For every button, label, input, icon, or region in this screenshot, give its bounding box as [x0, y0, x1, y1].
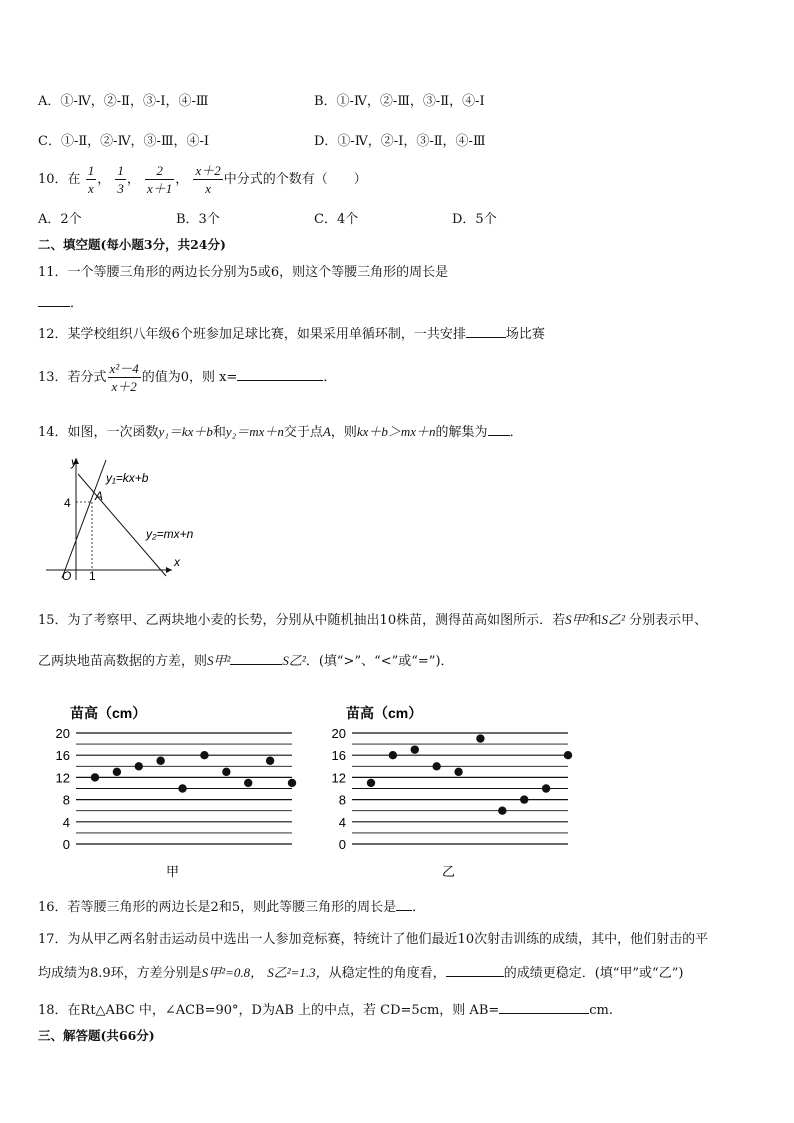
chart-yi-ytick-4: 4 — [338, 814, 346, 830]
q9-option-c: C．①-Ⅱ，②-Ⅳ，③-Ⅲ，④-Ⅰ — [38, 134, 210, 149]
q11-blank[interactable] — [38, 294, 70, 307]
chart-jia-point-1 — [91, 773, 99, 781]
line-y1 — [62, 460, 106, 578]
q13-stem: 13．若分式 $\frac{\text{x²－4}}{x+2}$ 的值为0，则 x= ． — [38, 361, 337, 394]
chart-yi-point-10 — [564, 751, 572, 759]
chart-jia-point-8 — [244, 779, 252, 787]
x-axis-arrow-icon — [166, 567, 172, 573]
origin-label: O — [62, 569, 72, 582]
chart-jia-point-7 — [222, 768, 230, 776]
tick-1-label: 1 — [89, 569, 96, 582]
section-3-heading: 三、解答题(共66分) — [38, 1028, 155, 1043]
chart-yi-point-7 — [498, 807, 506, 815]
chart-yi-ytick-16: 16 — [331, 748, 346, 764]
chart-yi-point-1 — [367, 779, 375, 787]
point-a-label: A — [95, 489, 104, 503]
chart-jia-ytick-20: 20 — [55, 726, 70, 741]
q9-option-a: A．①-Ⅳ，②-Ⅱ，③-Ⅰ，④-Ⅲ — [38, 94, 209, 109]
chart-jia — [40, 696, 302, 882]
q17-stem-line2: 均成绩为8.9环，方差分别是S甲²=0.8， S乙²=1.3，从稳定性的角度看， 的成绩更稳定．(填“甲”或“乙”) — [38, 965, 684, 981]
tick-4-label: 4 — [64, 496, 71, 510]
q16-stem: 16．若等腰三角形的两边长是2和5，则此等腰三角形的周长是 ． — [38, 900, 426, 915]
q16-blank[interactable] — [396, 898, 412, 911]
chart-jia-title: 苗高（cm） — [70, 705, 147, 721]
chart-yi-point-3 — [411, 745, 419, 753]
q9-option-b: B．①-Ⅳ，②-Ⅲ，③-Ⅱ，④-Ⅰ — [314, 94, 485, 109]
q11-answer-line: ． — [38, 292, 83, 311]
chart-yi — [316, 696, 578, 882]
chart-jia-ytick-4: 4 — [62, 814, 70, 830]
q12-stem: 12．某学校组织八年级6个班参加足球比赛，如果采用单循环制，一共安排 场比赛 — [38, 327, 545, 342]
line-y2 — [78, 474, 166, 576]
q10-option-a: A．2个 — [38, 212, 82, 227]
q18-stem: 18．在Rt△ABC 中，∠ACB=90°，D为AB 上的中点，若 CD=5cm，则 AB= cm. — [38, 1003, 614, 1018]
chart-jia-xlabel: 甲 — [166, 864, 180, 879]
q10-option-c: C．4个 — [314, 212, 359, 227]
chart-yi-title: 苗高（cm） — [346, 705, 423, 721]
chart-jia-point-10 — [288, 779, 296, 787]
x-axis-label: x — [174, 555, 180, 569]
chart-yi-ytick-12: 12 — [331, 770, 346, 786]
q14-blank[interactable] — [488, 423, 510, 436]
q17-stem-line1: 17．为从甲乙两名射击运动员中选出一人参加竞标赛，特统计了他们最近10次射击训练的成绩，其中，他们射击的平 — [38, 932, 709, 947]
chart-yi-point-2 — [389, 751, 397, 759]
line-y2-label: y₂=mx+n — [146, 527, 194, 541]
q10-stem: 10．在 $\frac{1}{x}$ ， $\frac{1}{3}$ ， $\frac{2}{x+1}$ ， $\frac{x+2}{x}$ 中分式的个数有（ ） — [38, 163, 367, 196]
q14-function-graph — [40, 452, 200, 582]
q17-blank[interactable] — [446, 964, 504, 977]
chart-jia-point-4 — [156, 757, 164, 765]
q14-stem: 14．如图，一次函数y₁＝kx＋b和y₂＝mx＋n交于点A，则kx＋b＞mx＋n的解集为 ． — [38, 424, 523, 440]
chart-yi-point-4 — [432, 762, 440, 770]
q10-option-b: B．3个 — [176, 212, 220, 227]
chart-yi-xlabel: 乙 — [442, 864, 456, 879]
q18-blank[interactable] — [499, 1001, 589, 1014]
chart-jia-ytick-8: 8 — [62, 792, 70, 808]
chart-yi-ytick-8: 8 — [338, 792, 346, 808]
q15-stem-line2: 乙两块地苗高数据的方差，则S甲² S乙²．(填“>”、“<”或“=”)． — [38, 653, 454, 669]
chart-jia-point-9 — [266, 757, 274, 765]
chart-yi-point-6 — [476, 734, 484, 742]
q15-blank[interactable] — [230, 652, 282, 665]
q11-stem: 11．一个等腰三角形的两边长分别为5或6，则这个等腰三角形的周长是 — [38, 265, 449, 280]
q10-option-d: D．5个 — [452, 212, 497, 227]
chart-jia-point-3 — [135, 762, 143, 770]
chart-yi-point-8 — [520, 795, 528, 803]
q12-blank[interactable] — [466, 325, 506, 338]
chart-yi-point-5 — [454, 768, 462, 776]
chart-jia-point-6 — [200, 751, 208, 759]
line-y1-label: y₁=kx+b — [106, 471, 149, 485]
chart-jia-ytick-16: 16 — [55, 748, 70, 764]
chart-jia-ytick-12: 12 — [55, 770, 70, 786]
chart-jia-ytick-0: 0 — [62, 837, 70, 852]
chart-jia-point-2 — [113, 768, 121, 776]
q15-stem-line1: 15．为了考察甲、乙两块地小麦的长势，分别从中随机抽出10株苗，测得苗高如图所示．若S甲²和S乙² 分别表示甲、 — [38, 612, 708, 628]
chart-yi-ytick-20: 20 — [331, 726, 346, 741]
q13-blank[interactable] — [237, 368, 323, 381]
y-axis-label: y — [71, 455, 77, 469]
chart-jia-point-5 — [178, 784, 186, 792]
q9-option-d: D．①-Ⅳ，②-Ⅰ，③-Ⅱ，④-Ⅲ — [314, 134, 486, 149]
chart-yi-point-9 — [542, 784, 550, 792]
section-2-heading: 二、填空题(每小题3分，共24分) — [38, 237, 226, 252]
chart-yi-ytick-0: 0 — [338, 837, 346, 852]
